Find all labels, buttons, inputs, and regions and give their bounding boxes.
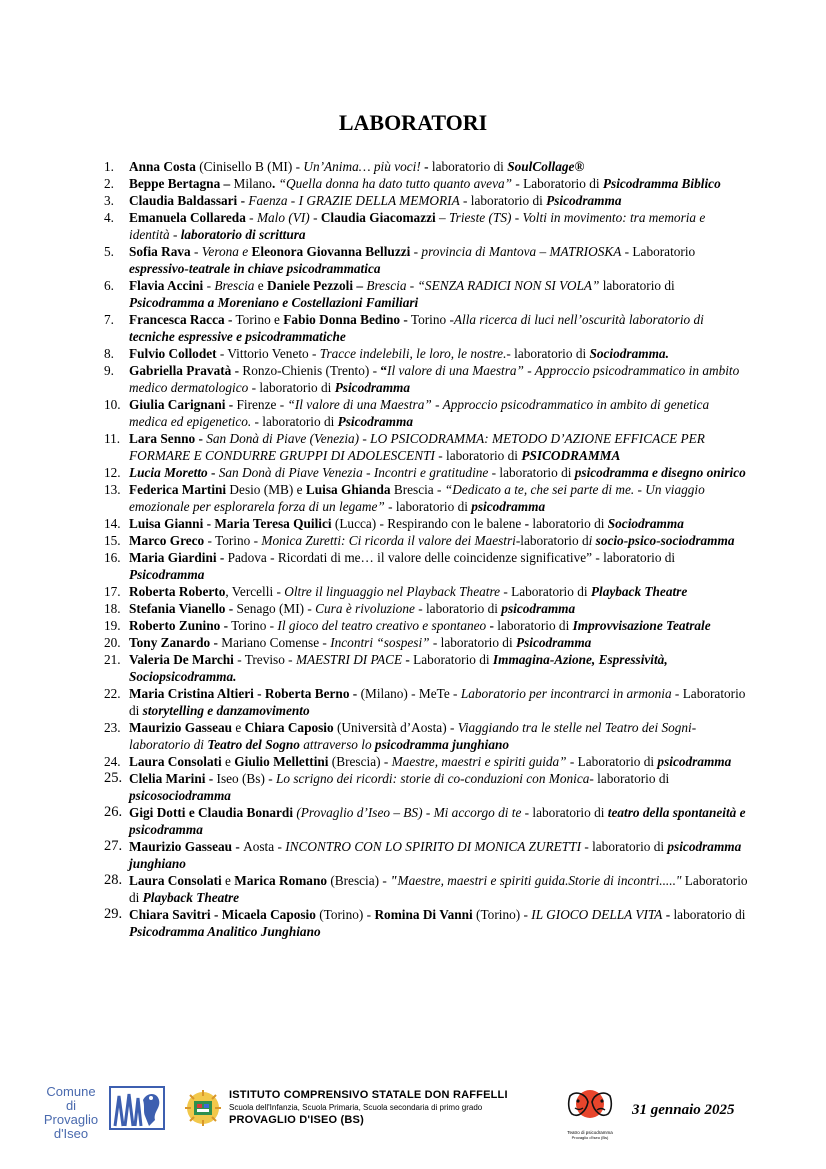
page-title: LABORATORI — [338, 110, 488, 135]
item-text: Monica Zuretti: Ci ricorda il valore dei Maestri — [261, 533, 516, 548]
list-item — [0, 617, 749, 634]
item-text: Federica Martini — [129, 482, 227, 497]
item-text: Giulia Carignani - — [129, 397, 234, 412]
item-text: (Cinisello B (MI) - — [195, 159, 304, 174]
list-item — [0, 243, 749, 277]
item-text: psicodramma — [471, 499, 546, 514]
list-item — [0, 345, 749, 362]
item-text: Gigi Dotti e Claudia Bonardi — [129, 805, 294, 820]
item-text: Maria Giardini — [129, 550, 217, 565]
item-text: Padova - Ricordati di me… il valore delle coincidenze significative” - laboratorio di — [227, 550, 676, 565]
item-number: 28. — [104, 872, 123, 888]
item-text: - — [662, 907, 674, 922]
item-text: (Torino) - — [315, 907, 375, 922]
item-text: Psicodramma — [546, 193, 622, 208]
comune-logo — [40, 1085, 102, 1141]
item-text: INCONTRO CON LO SPIRITO DI MONICA ZURETTI — [285, 839, 581, 854]
item-text: " — [390, 873, 398, 888]
item-text: Gabriella Pravatà - — [129, 363, 240, 378]
item-number: 29. — [104, 906, 123, 922]
item-text: Maestre, maestri e spiriti guida.Storie di incontri....." — [397, 873, 682, 888]
item-text: Sociodramma. — [589, 346, 669, 361]
item-number: 18. — [104, 601, 121, 616]
item-text: Laura Consolati — [129, 754, 222, 769]
item-text: Roberta Roberto — [129, 584, 226, 599]
item-text: Lo scrigno dei ricordi: storie di co-conduzioni con Monica- — [275, 771, 594, 786]
item-text: Valeria De Marchi — [129, 652, 234, 667]
list-item — [0, 753, 749, 770]
item-text: MAESTRI DI PACE — [295, 652, 403, 667]
teatro-name: Teatro di psicodramma — [567, 1130, 613, 1135]
item-text: Brescia — [214, 278, 255, 293]
item-text: – Trieste (TS) - Volti in movimento: tra memoria e identità — [129, 210, 706, 242]
item-text: laboratorio di — [256, 380, 335, 395]
item-text: San Donà di Piave (Venezia) - LO PSICODRAMMA: METODO D’AZIONE EFFICACE PER FORMARE E CONDURRE GRUPPI DI ADOLESCENTI — [129, 431, 705, 463]
item-text: Anna Costa — [129, 159, 196, 174]
item-text: psicodramma junghiano — [374, 737, 510, 752]
list-item — [0, 651, 749, 685]
item-text: Marco Greco — [129, 533, 205, 548]
item-text: Mariano Comense - — [221, 635, 331, 650]
item-text: Luisa Gianni — [129, 516, 204, 531]
list-item — [0, 464, 749, 481]
item-text: attraverso lo — [299, 737, 375, 752]
item-text: “Dedicato a te, che sei parte di me. - Un viaggio emozionale per esplorarela forza di un legame” — [129, 482, 705, 514]
item-text: - Vittorio Veneto - — [216, 346, 320, 361]
item-text: Francesca Racca - — [129, 312, 233, 327]
school-name: ISTITUTO COMPRENSIVO STATALE DON RAFFELLI — [229, 1089, 508, 1101]
item-text: - Treviso - — [233, 652, 296, 667]
item-text: - laboratorio di — [384, 499, 472, 514]
item-text: laboratorio di — [593, 771, 670, 786]
list-item — [0, 515, 749, 532]
item-text: Lara Senno — [129, 431, 196, 446]
item-text: - — [410, 244, 422, 259]
school-location: PROVAGLIO D'ISEO (BS) — [229, 1114, 364, 1126]
item-text: psicodramma junghiano — [129, 839, 742, 871]
item-text: Torino e — [232, 312, 284, 327]
list-item — [0, 549, 749, 583]
item-text: Torino - — [228, 618, 278, 633]
item-text: Laboratorio di — [129, 873, 748, 905]
item-text: Faenza - I GRAZIE DELLA MEMORIA — [248, 193, 460, 208]
item-number: 13. — [104, 482, 121, 497]
item-text: Teatro del Sogno — [207, 737, 300, 752]
item-text: Maria Cristina Altieri — [129, 686, 254, 701]
item-text: Incontri “sospesi” — [330, 635, 430, 650]
item-number: 21. — [104, 652, 121, 667]
item-text: - — [237, 193, 249, 208]
item-text: Improvvisazione Teatrale — [572, 618, 711, 633]
item-text: Maestre, maestri e spiriti guida” — [391, 754, 567, 769]
item-text: Cura è rivoluzione — [315, 601, 415, 616]
list-item — [0, 175, 749, 192]
item-text: Desio (MB) e — [226, 482, 306, 497]
list-item — [0, 481, 749, 515]
list-item — [0, 685, 749, 719]
item-text: - Micaela Caposio — [210, 907, 316, 922]
item-number: 4. — [104, 210, 114, 225]
item-text: Lucia Moretto — [129, 465, 208, 480]
item-text: - Maria Teresa Quilici — [203, 516, 332, 531]
item-text: Un’Anima… più voci! — [303, 159, 421, 174]
list-item — [0, 906, 749, 940]
item-text: , Vercelli - — [225, 584, 285, 599]
item-text: - laboratorio di — [521, 805, 608, 820]
comune-line-2: Provaglio — [43, 1112, 99, 1127]
item-text: Chiara Savitri — [129, 907, 211, 922]
item-text: Roberto Zunino - — [129, 618, 228, 633]
item-text: Maurizio Gasseau — [129, 839, 233, 854]
list-item — [0, 209, 749, 243]
item-text: Psicodramma Analitico Junghiano — [129, 924, 321, 939]
item-text: (Torino) - — [472, 907, 532, 922]
item-number: 16. — [104, 550, 121, 565]
item-text: - — [402, 652, 414, 667]
item-text: Psicodramma Biblico — [602, 176, 721, 191]
item-text: Aosta - — [243, 839, 286, 854]
item-text: - — [245, 210, 257, 225]
item-text: - — [225, 601, 237, 616]
list-item — [0, 277, 749, 311]
item-text: Malo (VI) — [256, 210, 310, 225]
list-item — [0, 872, 749, 906]
item-text: e — [221, 754, 235, 769]
item-text: Tracce indelebili, le loro, le nostre.- — [319, 346, 511, 361]
item-number: 19. — [104, 618, 121, 633]
item-number: 3. — [104, 193, 114, 208]
item-text: - laboratorio di — [459, 193, 547, 208]
item-text: laboratorio di scrittura — [180, 227, 306, 242]
item-number: 12. — [104, 465, 121, 480]
item-text: Luisa Ghianda — [305, 482, 391, 497]
item-text: - Roberta Berno - — [253, 686, 361, 701]
list-item — [0, 158, 749, 175]
item-number: 24. — [104, 754, 121, 769]
item-text: provincia di Mantova – MATRIOSKA — [421, 244, 622, 259]
item-text: PSICODRAMMA — [521, 448, 621, 463]
item-text: - — [486, 618, 498, 633]
list-item — [0, 532, 749, 549]
item-text: Psicodramma — [337, 414, 413, 429]
item-text: Il valore di una Maestra” - Approccio psicodrammatico in ambito medico dermatologico - — [129, 363, 740, 395]
item-text: - — [169, 227, 181, 242]
item-text: - — [207, 465, 219, 480]
item-text: Fulvio Collodet — [129, 346, 217, 361]
item-text: Laura Consolati — [129, 873, 222, 888]
list-item — [0, 600, 749, 617]
item-text: laboratorio di — [532, 516, 608, 531]
item-text: Beppe Bertagna – — [129, 176, 234, 191]
teatro-logo — [562, 1088, 618, 1140]
item-text: Psicodramma — [515, 635, 592, 650]
item-text: “ — [380, 363, 388, 378]
item-text: - — [309, 210, 321, 225]
laboratori-list — [0, 158, 749, 940]
item-text: Tony Zanardo — [129, 635, 211, 650]
item-text: - — [210, 635, 222, 650]
item-text: Sociodramma — [607, 516, 684, 531]
item-text: (Lucca) - Respirando con le balene — [331, 516, 525, 531]
item-text: Ronzo-Chienis (Trento) - — [239, 363, 381, 378]
item-text: (Provaglio d’Iseo – BS) - Mi accorgo di te — [293, 805, 522, 820]
item-text: Immagina-Azione, Espressività, Sociopsicodramma. — [129, 652, 668, 684]
comune-line-1: Comune di — [46, 1084, 96, 1113]
item-text: - Laboratorio — [621, 244, 696, 259]
item-text: - — [216, 550, 228, 565]
item-text: teatro della spontaneità e psicodramma — [129, 805, 746, 837]
item-text: Psicodramma — [129, 567, 205, 582]
item-number: 22. — [104, 686, 121, 701]
item-text: laboratorio di — [497, 618, 573, 633]
list-item — [0, 838, 749, 872]
item-number: 5. — [104, 244, 114, 259]
item-text: Sofia Rava — [129, 244, 191, 259]
item-text: laboratorio di — [673, 907, 746, 922]
item-text: Claudia Giacomazzi — [320, 210, 436, 225]
item-number: 10. — [104, 397, 121, 412]
item-text: Laboratorio di — [129, 686, 746, 718]
item-text: Emanuela Collareda — [129, 210, 246, 225]
item-text: Stefania Vianello — [129, 601, 226, 616]
item-text: - laboratorio di — [429, 635, 516, 650]
item-text: Senago (MI) - — [236, 601, 316, 616]
item-number: 14. — [104, 516, 121, 531]
item-text: Maurizio Gasseau — [129, 720, 233, 735]
item-number: 23. — [104, 720, 121, 735]
item-text: Torino - — [407, 312, 454, 327]
item-text: IL GIOCO DELLA VITA — [531, 907, 663, 922]
item-text: laboratorio di — [510, 346, 590, 361]
item-text: Milano — [233, 176, 272, 191]
item-text: psicodramma — [657, 754, 732, 769]
item-text: (Brescia) - — [327, 873, 391, 888]
item-number: 6. — [104, 278, 114, 293]
item-number: 8. — [104, 346, 114, 361]
list-item — [0, 719, 749, 753]
comune-line-3: d'Iseo — [53, 1126, 89, 1141]
item-text: Il gioco del teatro creativo e spontaneo — [277, 618, 487, 633]
item-text: Playback Theatre — [590, 584, 688, 599]
item-text: - — [524, 516, 533, 531]
item-text: Eleonora Giovanna Belluzzi — [251, 244, 411, 259]
item-number: 15. — [104, 533, 121, 548]
item-text: e — [232, 720, 245, 735]
item-number: 11. — [104, 431, 121, 446]
item-text: Clelia Marini — [129, 771, 206, 786]
item-text: Brescia - “SENZA RADICI NON SI VOLA” — [363, 278, 600, 293]
item-text: i — [588, 533, 596, 548]
item-text: (Università d’Aosta) - — [333, 720, 458, 735]
item-text: Brescia - — [390, 482, 445, 497]
item-text: tecniche espressive e psicodrammatiche — [129, 329, 346, 344]
item-number: 17. — [104, 584, 121, 599]
item-text: psicodramma — [501, 601, 576, 616]
item-text: Fabio Donna Bedino - — [283, 312, 408, 327]
item-text: Giulio Mellettini — [234, 754, 329, 769]
list-item — [0, 311, 749, 345]
item-number: 1. — [104, 159, 114, 174]
item-text: Laboratorio di — [413, 652, 493, 667]
list-item — [0, 362, 749, 396]
list-item — [0, 192, 749, 209]
item-text: storytelling e danzamovimento — [142, 703, 310, 718]
item-number: 27. — [104, 838, 123, 854]
item-text: - — [205, 771, 217, 786]
item-number: 2. — [104, 176, 114, 191]
item-text: - Laboratorio di — [500, 584, 591, 599]
item-text: - laboratorio di — [251, 414, 338, 429]
list-item — [0, 634, 749, 651]
school-logo-icon — [183, 1090, 223, 1126]
item-text: Firenze - — [233, 397, 288, 412]
item-text: “Quella donna ha dato tutto quanto aveva” — [278, 176, 513, 191]
list-item — [0, 583, 749, 600]
item-text: e — [221, 873, 235, 888]
item-text: psicosociodramma — [129, 788, 231, 803]
item-text: . — [271, 176, 279, 191]
item-text: Marica Romano — [234, 873, 327, 888]
teatro-location: Provaglio d'Iseo (Bs) — [571, 1135, 609, 1140]
item-number: 9. — [104, 363, 114, 378]
item-text: laboratorio di — [431, 159, 508, 174]
list-item — [0, 770, 749, 804]
item-number: 26. — [104, 804, 123, 820]
item-text: espressivo-teatrale in chiave psicodrammatica — [129, 261, 381, 276]
item-text: Viaggiando tra le stelle nel Teatro dei Sogni- laboratorio di — [129, 720, 697, 752]
item-text: Playback Theatre — [142, 890, 240, 905]
item-text: Chiara Caposio — [244, 720, 334, 735]
item-text: - Torino - — [204, 533, 262, 548]
item-text: - Laboratorio di — [512, 176, 603, 191]
item-text: - laboratorio di — [434, 448, 522, 463]
item-text: Oltre il linguaggio nel Playback Theatre — [284, 584, 501, 599]
item-text: (Milano) - MeTe - — [360, 686, 461, 701]
item-text: e — [254, 278, 268, 293]
item-text: SoulCollage® — [507, 159, 585, 174]
item-text: Psicodramma a Moreniano e Costellazioni Familiari — [129, 295, 419, 310]
comune-crest-icon — [109, 1086, 165, 1130]
document-date: 31 gennaio 2025 — [632, 1102, 735, 1118]
school-levels: Scuola dell'Infanzia, Scuola Primaria, Scuola secondaria di primo grado — [229, 1103, 483, 1112]
footer — [0, 1080, 826, 1160]
item-text: - — [195, 431, 207, 446]
item-text: Daniele Pezzoli – — [267, 278, 364, 293]
item-text: Laboratorio per incontrarci in armonia - — [460, 686, 683, 701]
item-text: - — [420, 159, 432, 174]
item-text: - Laboratorio di — [566, 754, 658, 769]
item-text: Alla ricerca di luci nell’oscurità laboratorio di — [453, 312, 704, 327]
list-item — [0, 396, 749, 430]
list-item — [0, 430, 749, 464]
item-text: - laboratorio di — [488, 465, 575, 480]
item-text: Psicodramma — [334, 380, 411, 395]
item-number: 20. — [104, 635, 121, 650]
teatro-mask-icon — [566, 1088, 614, 1124]
item-text: Romina Di Vanni — [374, 907, 473, 922]
item-text: -laboratorio d — [515, 533, 589, 548]
item-text: laboratorio di — [599, 278, 675, 293]
item-text: San Donà di Piave Venezia - Incontri e gratitudine — [218, 465, 489, 480]
item-text: - — [203, 278, 215, 293]
item-text: “Il valore di una Maestra” - Approccio psicodrammatico in ambito di genetica medica ed epigenetico. — [129, 397, 710, 429]
item-number: 7. — [104, 312, 114, 327]
school-info — [229, 1089, 508, 1126]
item-text: - laboratorio di — [581, 839, 668, 854]
item-text: (Brescia) - — [328, 754, 392, 769]
item-text: - Verona e — [190, 244, 252, 259]
item-text: - laboratorio di — [414, 601, 502, 616]
item-text: socio-psico-sociodramma — [595, 533, 735, 548]
item-number: 25. — [104, 770, 123, 786]
item-text: Claudia Baldassari — [129, 193, 238, 208]
item-text: Flavia Accini — [129, 278, 204, 293]
item-text: - — [232, 839, 244, 854]
list-item — [0, 804, 749, 838]
item-text: Iseo (Bs) - — [216, 771, 276, 786]
item-text: psicodramma e disegno onirico — [574, 465, 746, 480]
